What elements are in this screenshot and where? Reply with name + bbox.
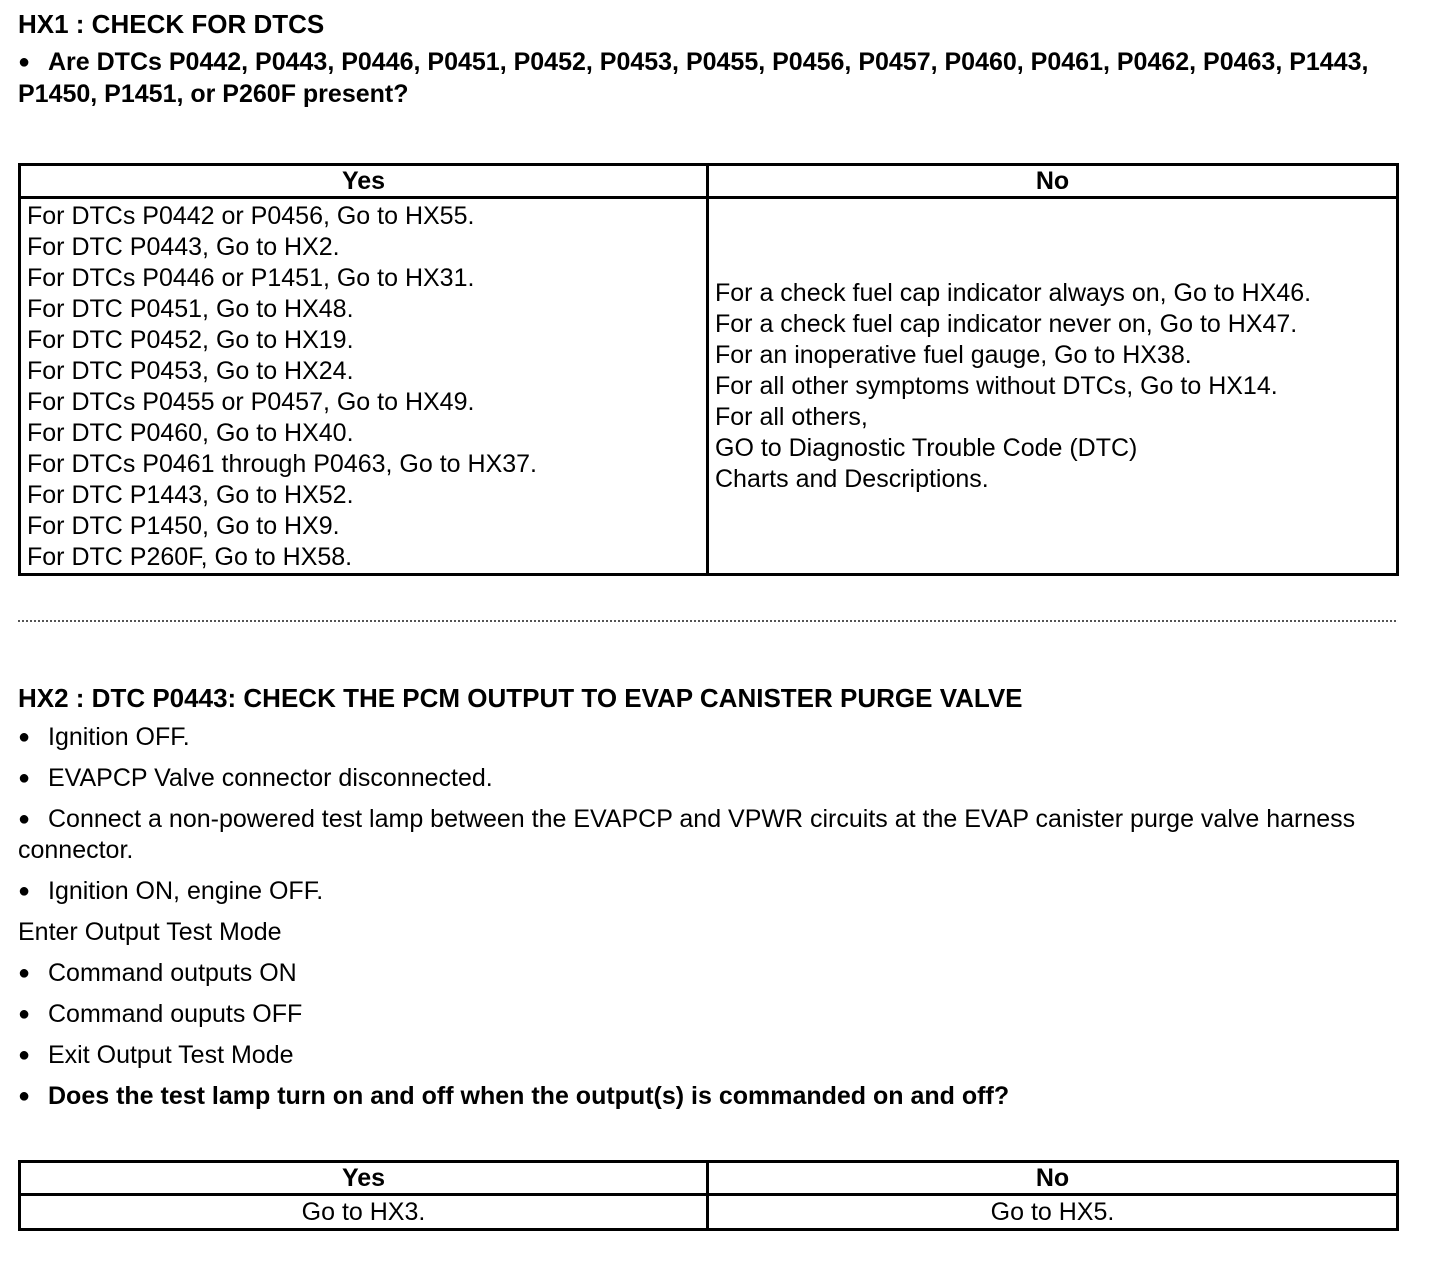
no-cell: Go to HX5. <box>708 1195 1398 1230</box>
step-item <box>18 999 1396 1030</box>
no-line: Charts and Descriptions. <box>715 464 989 493</box>
bullet-icon: ● <box>18 767 31 789</box>
hx1-heading: HX1 : CHECK FOR DTCS <box>18 9 325 39</box>
bullet-icon: ● <box>18 808 31 830</box>
table-row <box>20 198 1398 575</box>
yes-line: For DTC P0451, Go to HX48. <box>27 295 354 323</box>
hx1-question-text: Are DTCs P0442, P0443, P0446, P0451, P0452, P0453, P0455, P0456, P0457, P0460, P0461, P0462, P0463, P1443, P1450, P1451, or P260F present? <box>18 48 1369 108</box>
step-text: Ignition ON, engine OFF. <box>48 877 324 905</box>
no-cell <box>708 198 1398 575</box>
yes-line: For DTC P1443, Go to HX52. <box>27 481 354 509</box>
bullet-icon: ● <box>18 962 31 984</box>
step-item <box>18 763 1396 794</box>
step-text: Ignition OFF. <box>48 723 190 751</box>
bullet-icon: ● <box>18 1085 31 1107</box>
no-line: For all other symptoms without DTCs, Go to HX14. <box>715 371 1278 400</box>
yes-cell <box>20 198 708 575</box>
step-item <box>18 804 1396 866</box>
no-line: For an inoperative fuel gauge, Go to HX38. <box>715 340 1192 369</box>
step-text: Command ouputs OFF <box>48 1000 303 1028</box>
table-header-row <box>20 1162 1398 1195</box>
hx2-heading: HX2 : DTC P0443: CHECK THE PCM OUTPUT TO EVAP CANISTER PURGE VALVE <box>18 683 1023 713</box>
yes-line: For DTCs P0442 or P0456, Go to HX55. <box>27 202 475 230</box>
hx2-decision-table <box>18 1160 1399 1231</box>
no-header: No <box>708 165 1398 198</box>
yes-line: For DTCs P0446 or P1451, Go to HX31. <box>27 264 475 292</box>
table-header-row <box>20 165 1398 198</box>
hx1-decision-table <box>18 163 1399 576</box>
yes-line: For DTCs P0455 or P0457, Go to HX49. <box>27 388 475 416</box>
yes-line: For DTC P0453, Go to HX24. <box>27 357 354 385</box>
yes-line: For DTCs P0461 through P0463, Go to HX37. <box>27 450 537 478</box>
yes-line: For DTC P260F, Go to HX58. <box>27 543 353 571</box>
step-text: Connect a non-powered test lamp between the EVAPCP and VPWR circuits at the EVAP canister purge valve harness connector. <box>18 805 1356 864</box>
no-header: No <box>708 1162 1398 1195</box>
no-line: For all others, <box>715 402 868 431</box>
table-row <box>20 1195 1398 1230</box>
no-line: GO to Diagnostic Trouble Code (DTC) <box>715 433 1138 462</box>
yes-line: For DTC P0452, Go to HX19. <box>27 326 354 354</box>
yes-line: For DTC P1450, Go to HX9. <box>27 512 340 540</box>
bullet-icon: ● <box>18 880 31 902</box>
document-page <box>18 6 1396 1231</box>
step-text: Exit Output Test Mode <box>48 1041 294 1069</box>
section-divider <box>18 620 1396 622</box>
step-item <box>18 958 1396 989</box>
no-line: For a check fuel cap indicator always on, Go to HX46. <box>715 278 1312 307</box>
bullet-icon: ● <box>18 1044 31 1066</box>
yes-line: For DTC P0460, Go to HX40. <box>27 419 354 447</box>
step-item <box>18 876 1396 907</box>
bullet-icon: ● <box>18 1003 31 1025</box>
yes-header: Yes <box>20 1162 708 1195</box>
step-item <box>18 1040 1396 1071</box>
yes-header: Yes <box>20 165 708 198</box>
bullet-icon: ● <box>18 726 31 748</box>
step-text: Command outputs ON <box>48 959 297 987</box>
step-item <box>18 722 1396 753</box>
step-text-plain: Enter Output Test Mode <box>18 918 282 946</box>
hx1-question <box>18 46 1396 110</box>
yes-line: For DTC P0443, Go to HX2. <box>27 233 340 261</box>
step-text: EVAPCP Valve connector disconnected. <box>48 764 493 792</box>
bullet-icon: ● <box>18 51 31 73</box>
yes-cell: Go to HX3. <box>20 1195 708 1230</box>
hx2-question-text: Does the test lamp turn on and off when the output(s) is commanded on and off? <box>48 1082 1010 1110</box>
no-line: For a check fuel cap indicator never on, Go to HX47. <box>715 309 1298 338</box>
hx2-question <box>18 1081 1396 1112</box>
